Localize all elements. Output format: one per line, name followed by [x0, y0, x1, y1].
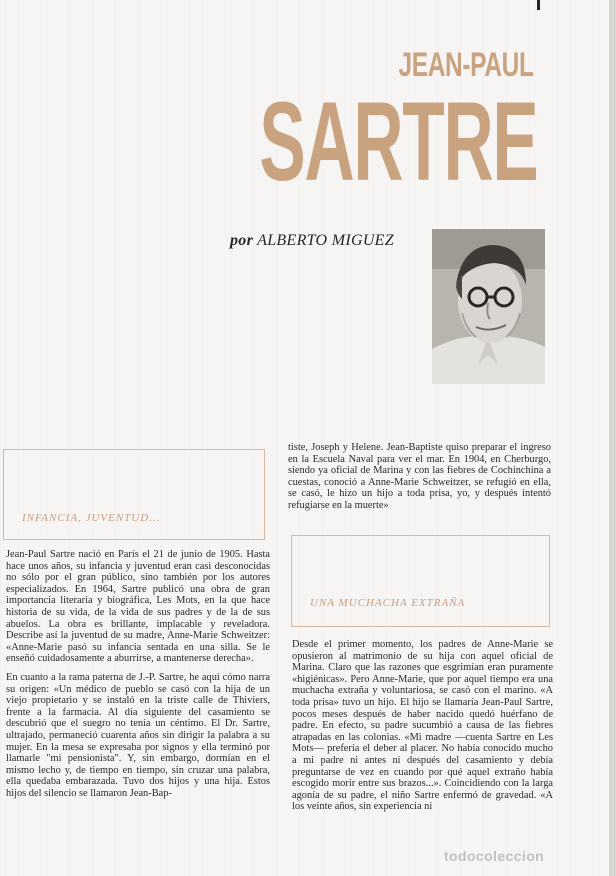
paragraph: Jean-Paul Sartre nació en París el 21 de junio de 1905. Hasta hace unos años, su infancia y juventud eran casi desconocidas no sólo por el gran público, sino también por los autores especializados. En 1964, Sartre publicó una obra de gran importancia literaria y biográfica, Les Mots, en la que hace historia de su vida, de la vida de sus padres y de la de sus abuelos. La obra es brillante, implacable y reveladora. Describe así la juventud de su madre, Anne-Marie Schweitzer: «Anne-Marie pasó su infancia sentada en una silla. Se le enseñó cuidadosamente a aburrirse, a mantenerse derecha».	[6, 549, 270, 665]
byline-author: ALBERTO MIGUEZ	[257, 232, 394, 249]
title-surname: SARTRE	[258, 79, 537, 204]
section-heading-infancia: INFANCIA, JUVENTUD...	[22, 512, 161, 524]
portrait-illustration	[432, 229, 545, 384]
paragraph: Desde el primer momento, los padres de Anne-Marie se opusieron al matrimonio de su hija con aquel oficial de Marina. Claro que las razones que esgrimían eran puramente «higiénicas». Pero Anne-Marie, que por aquel tiempo era una muchacha extraña y voluntariosa, se casó con el marino. «A toda prisa» tuvo un hijo. El hijo se llamaría Jean-Paul Sartre, pocos meses después de haber nacido quedó huérfano de padre. En efecto, su padre sucumbió a causa de las fiebres atrapadas en las colonias. «Mi madre —cuenta Sartre en Les Mots— prefería el deber al placer. No había conocido mucho a mi padre ni antes ni después del casamiento y debía preguntarse de vez en cuando por qué aquel extraño había escogido morir entre sus brazos...». Coincidiendo con la larga agonía de su padre, el niño Sartre enfermó de gravedad. «A los veinte años, sin experiencia ni	[292, 639, 553, 813]
watermark: todocoleccion	[444, 848, 545, 864]
section-heading-muchacha: UNA MUCHACHA EXTRAÑA	[310, 597, 466, 609]
page-edge	[609, 0, 616, 876]
section-box-muchacha	[291, 535, 550, 627]
byline	[230, 232, 394, 250]
top-rule	[537, 0, 540, 10]
title-first-name: JEAN-PAUL	[398, 46, 534, 84]
paragraph: En cuanto a la rama paterna de J.-P. Sartre, he aquí cómo narra su origen: «Un médico de pueblo se casó con la hija de un viejo propietario y se instaló en la triste calle de Thiviers, frente a la farmacia. Al día siguiente del casamiento se descubrió que el suegro no tenía un céntimo. El Dr. Sartre, ultrajado, permaneció cuarenta años sin dirigir la palabra a su mujer. En la mesa se expresaba por signos y ella terminó por llamarle "mi pensionista". Y, sin embargo, dormían en el mismo lecho y, de tiempo en tiempo, sin cruzar una palabra, ella quedaba embarazada. Tuvo dos hijos y una hija. Estos hijos del silencio se llamaron Jean-Bap-	[6, 671, 270, 799]
body-column-right-bottom	[292, 639, 553, 813]
body-column-right-top	[288, 442, 551, 512]
body-column-left	[6, 549, 270, 799]
section-box-infancia	[3, 449, 265, 540]
byline-prefix: por	[230, 232, 254, 249]
paragraph: tiste, Joseph y Helene. Jean-Baptiste quiso preparar el ingreso en la Escuela Naval para ver el mar. En 1904, en Cherburgo, siendo ya oficial de Marina y con las fiebres de Cochinchina a cuestas, conoció a Anne-Marie Schweitzer, se refugió en ella, se casó, le hizo un hijo a toda prisa, yo, y después intentó refugiarse en la muerte»	[288, 442, 551, 511]
author-portrait-photo	[432, 229, 545, 384]
